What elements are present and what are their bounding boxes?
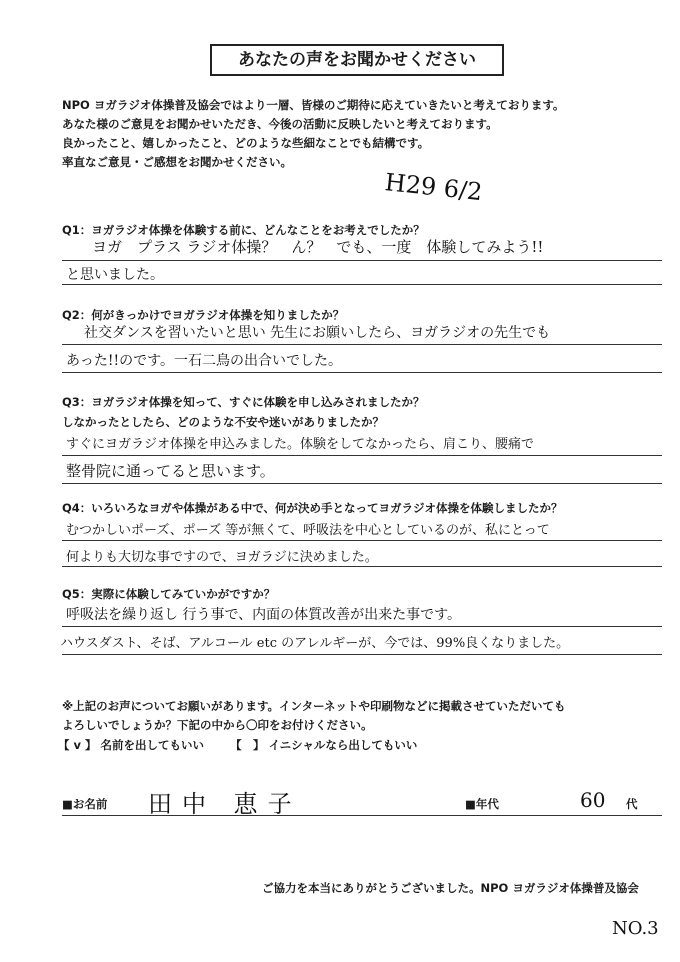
answer-rule	[62, 483, 662, 484]
question-4: Q4：いろいろなヨガや体操がある中で、何が決め手となってヨガラジオ体操を体験しましたか？	[62, 501, 563, 515]
intro-line-1: NPO ヨガラジオ体操普及協会ではより一層、皆様のご期待に応えていきたいと考えております。	[62, 98, 565, 112]
answer-rule	[62, 284, 662, 285]
intro-line-4: 率直なご意見・ご感想をお聞かせください。	[62, 155, 292, 169]
question-3-sub: しなかったとしたら、どのような不安や迷いがありましたか？	[62, 415, 384, 429]
consent-line-2: よろしいでしょうか？下記の中から〇印をお付けください。	[62, 718, 373, 732]
name-value: 田中 恵子	[148, 790, 302, 818]
answer-rule	[62, 260, 662, 261]
handwritten-date: H29 6/2	[383, 168, 484, 207]
consent-line-1: ※上記のお声についてお願いがあります。インターネットや印刷物などに掲載させていただいても	[62, 699, 566, 713]
consent-option-2-label: イニシャルなら出してもいい	[268, 738, 418, 752]
consent-option-2-checkbox[interactable]: 【 】	[230, 738, 265, 752]
answer-2-line-1: 社交ダンスを習いたいと思い 先生にお願いしたら、ヨガラジオの先生でも	[84, 325, 551, 341]
answer-5-line-2: ハウスダスト、そば、アルコール etc のアレルギーが、今では、99%良くなりました。	[60, 636, 570, 651]
answer-rule	[62, 566, 662, 567]
answer-rule	[62, 540, 662, 541]
consent-options	[58, 736, 417, 755]
consent-option-1-label: 名前を出してもいい	[100, 738, 205, 752]
answer-rule	[62, 344, 662, 345]
answer-2-line-2: あった!!のです。一石二鳥の出合いでした。	[66, 353, 342, 369]
question-1: Q1：ヨガラジオ体操を体験する前に、どんなことをお考えでしたか？	[62, 223, 425, 237]
answer-rule	[62, 626, 662, 627]
age-label: ■年代	[465, 797, 499, 811]
consent-option-1-checkbox[interactable]: 【 v 】	[58, 738, 97, 752]
signature-rule	[62, 815, 662, 816]
page-title: あなたの声をお聞かせください	[210, 44, 504, 76]
answer-1-line-2: と思いました。	[66, 267, 164, 283]
answer-4-line-2: 何よりも大切な事ですので、ヨガラジに決めました。	[66, 550, 378, 565]
answer-rule	[62, 372, 662, 373]
question-3: Q3：ヨガラジオ体操を知って、すぐに体験を申し込みされましたか？	[62, 395, 425, 409]
answer-4-line-1: むつかしいポーズ、ポーズ 等が無くて、呼吸法を中心としているのが、私にとって	[66, 523, 550, 538]
age-value: 60	[580, 788, 606, 812]
question-5: Q5：実際に体験してみていかがですか？	[62, 587, 276, 601]
answer-3-line-1: すぐにヨガラジオ体操を申込みました。体験をしてなかったら、肩こり、腰痛で	[66, 437, 535, 452]
answer-rule	[62, 455, 662, 456]
name-label: ■お名前	[62, 797, 108, 811]
answer-5-line-1: 呼吸法を繰り返し 行う事で、内面の体質改善が出来た事です。	[66, 607, 462, 623]
question-2: Q2：何がきっかけでヨガラジオ体操を知りましたか？	[62, 308, 345, 322]
intro-line-3: 良かったこと、嬉しかったこと、どのような些細なことでも結構です。	[62, 136, 430, 150]
answer-rule	[62, 654, 662, 655]
page-number: NO.3	[612, 918, 659, 939]
intro-line-2: あなた様のご意見をお聞かせいただき、今後の活動に反映したいと考えております。	[62, 117, 498, 131]
thanks-message: ご協力を本当にありがとうございました。NPO ヨガラジオ体操普及協会	[262, 881, 639, 895]
answer-1-line-1: ヨガ プラス ラジオ体操？ ん？ でも、一度 体験してみよう!!	[92, 238, 544, 256]
answer-3-line-2: 整骨院に通ってると思います。	[66, 462, 275, 480]
age-suffix: 代	[626, 797, 638, 811]
